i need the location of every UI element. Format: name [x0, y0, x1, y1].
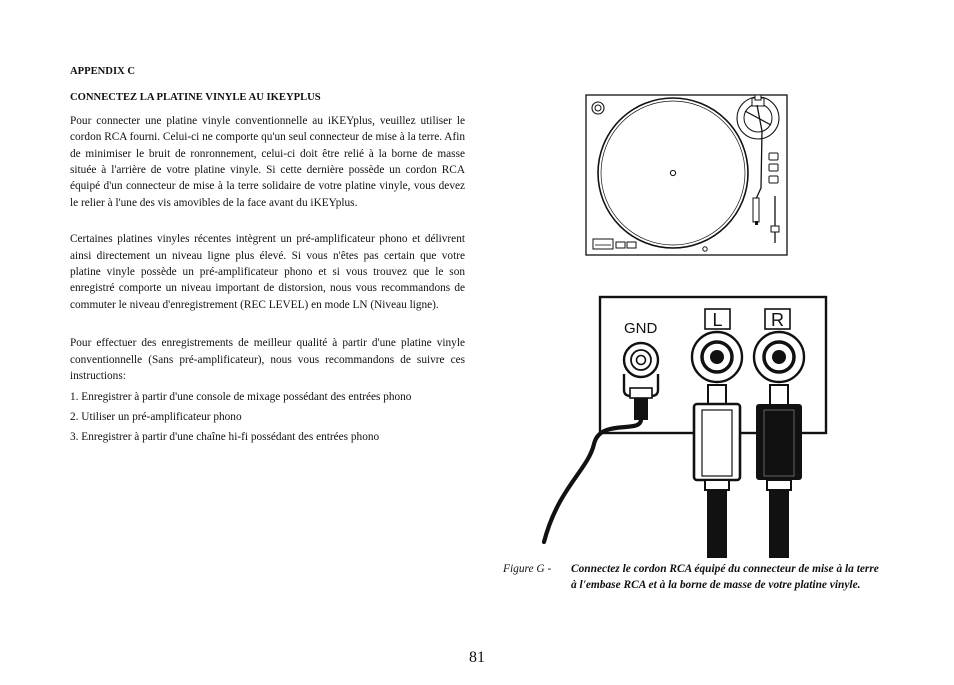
text-column — [70, 64, 465, 446]
caption-label: Figure G - — [503, 563, 552, 575]
list-item-3: 3. Enregistrer à partir d'une chaîne hi-fi possédant des entrées phono — [70, 431, 380, 444]
left-rca-jack — [692, 332, 742, 382]
list-item-1: 1. Enregistrer à partir d'une console de mixage possédant des entrées phono — [70, 390, 412, 403]
list-item-2: 2. Utiliser un pré-amplificateur phono — [70, 410, 242, 423]
right-rca-plug — [756, 385, 802, 558]
right-channel-label: R — [771, 310, 784, 330]
caption-text: Connectez le cordon RCA équipé du connecteur de mise à la terre à l'embase RCA et à la borne de masse de votre platine vinyle. — [571, 563, 879, 592]
right-rca-jack — [754, 332, 804, 382]
turntable-illustration — [585, 93, 791, 261]
paragraph-1: Pour connecter une platine vinyle conventionnelle au iKEYplus, veuillez utiliser le cordon RCA fourni. Celui-ci ne comporte qu'un seul connecteur de mise à la terre. Afin de minimiser le bruit de ronronnement, celui-ci doit être relié à la borne de masse située à l'arrière de votre platine vinyle. Si cette dernière possède un cordon RCA équipé d'un connecteur de mise à la terre solidaire de votre platine vinyle, vous devez le relier à l'une des vis amovibles de la face avant du iKEYplus. — [70, 114, 465, 209]
rca-connection-illustration — [530, 292, 830, 558]
left-rca-plug — [694, 385, 740, 558]
left-channel-label: L — [712, 310, 723, 330]
paragraph-2: Certaines platines vinyles récentes intègrent un pré-amplificateur phono et délivrent ainsi directement un niveau ligne plus élevé. Si vous n'êtes pas certain que votre platine vinyle possède un pré-amplificateur phono et si vous trouvez que le son enregistré comporte un niveau important de distorsion, nous vous recommandons de commuter le niveau d'enregistrement (REC LEVEL) en mode LN (Niveau ligne). — [70, 233, 465, 311]
section-title: CONNECTEZ LA PLATINE VINYLE AU IKEYPLUS — [70, 92, 321, 104]
gnd-label: GND — [624, 320, 658, 337]
paragraph-3: Pour effectuer des enregistrements de meilleur qualité à partir d'une platine vinyle conventionnelle (Sans pré-amplificateur), nous vous recommandons de suivre ces instructions: — [70, 337, 465, 383]
ground-wire — [544, 420, 641, 542]
appendix-heading: APPENDIX C — [70, 66, 136, 77]
page-number: 81 — [469, 649, 485, 666]
